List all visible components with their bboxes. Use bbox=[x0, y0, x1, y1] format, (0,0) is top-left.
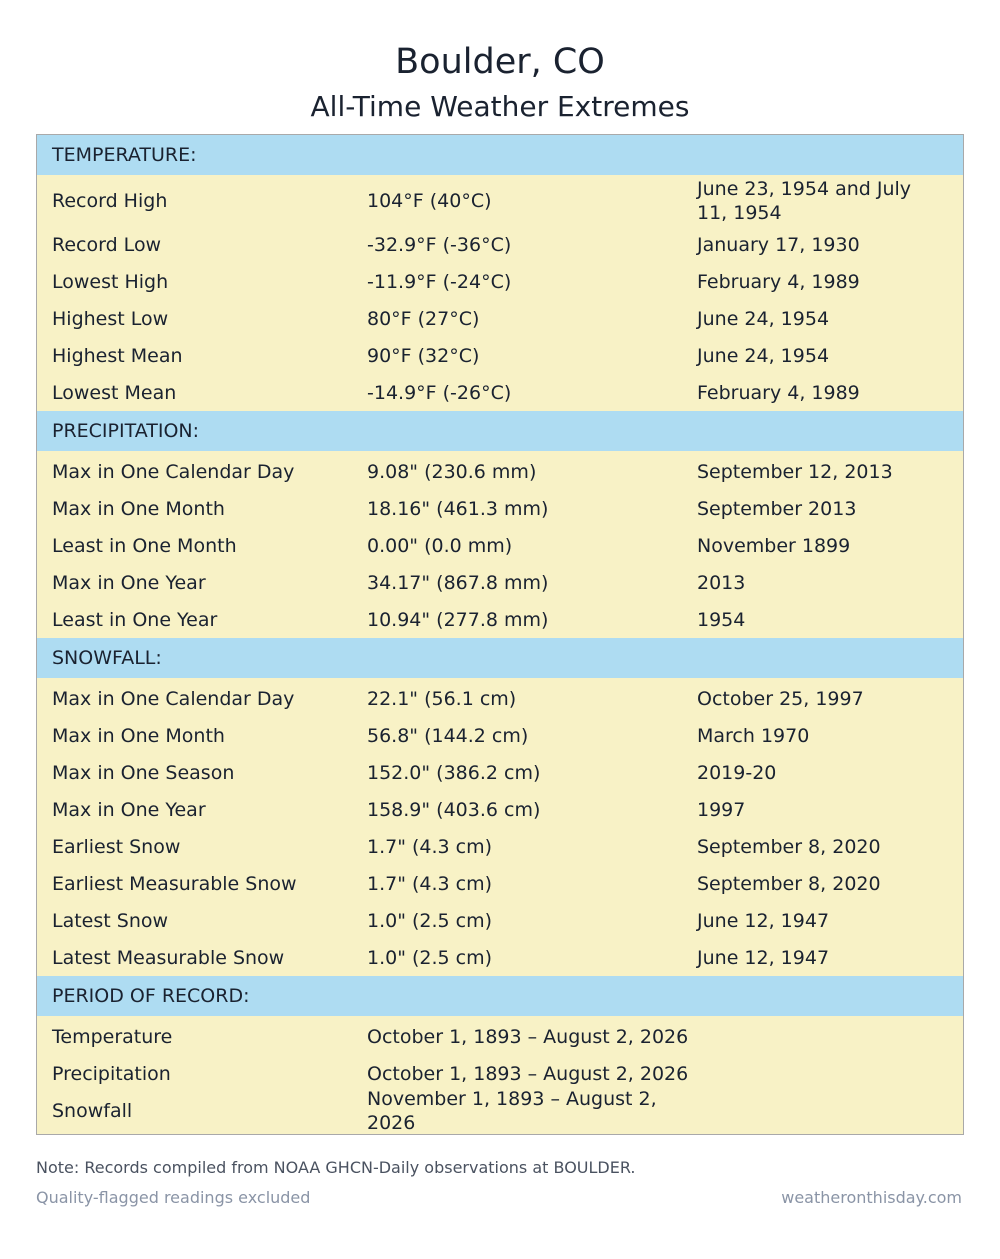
record-date: September 2013 bbox=[697, 497, 857, 520]
record-date: 1997 bbox=[697, 798, 746, 821]
record-value: -11.9°F (-24°C) bbox=[367, 270, 512, 293]
section-header-period-of-record: PERIOD OF RECORD: bbox=[37, 976, 963, 1016]
record-name: Highest Mean bbox=[52, 344, 183, 367]
table-row bbox=[37, 453, 963, 490]
record-value: -32.9°F (-36°C) bbox=[367, 233, 512, 256]
record-name: Least in One Year bbox=[52, 608, 218, 631]
table-row bbox=[37, 226, 963, 263]
table-row bbox=[37, 490, 963, 527]
table-row bbox=[37, 337, 963, 374]
table-row bbox=[37, 564, 963, 601]
record-name: Snowfall bbox=[52, 1099, 133, 1122]
quality-flag-note: Quality-flagged readings excluded bbox=[36, 1188, 311, 1207]
record-value: 18.16" (461.3 mm) bbox=[367, 497, 549, 520]
record-value: 80°F (27°C) bbox=[367, 307, 480, 330]
table-row bbox=[37, 939, 963, 976]
table-row bbox=[37, 374, 963, 411]
record-date: September 8, 2020 bbox=[697, 872, 881, 895]
record-date: 2019-20 bbox=[697, 761, 777, 784]
record-value: 104°F (40°C) bbox=[367, 189, 492, 212]
record-value: 158.9" (403.6 cm) bbox=[367, 798, 541, 821]
record-name: Record Low bbox=[52, 233, 162, 256]
record-value: 10.94" (277.8 mm) bbox=[367, 608, 549, 631]
record-name: Earliest Snow bbox=[52, 835, 181, 858]
record-name: Max in One Season bbox=[52, 761, 235, 784]
record-value: 1.0" (2.5 cm) bbox=[367, 946, 493, 969]
section-header-temperature: TEMPERATURE: bbox=[37, 135, 963, 175]
record-value: 0.00" (0.0 mm) bbox=[367, 534, 513, 557]
record-date: 1954 bbox=[697, 608, 746, 631]
record-value: 1.0" (2.5 cm) bbox=[367, 909, 493, 932]
section-temperature bbox=[37, 175, 963, 411]
record-date: June 24, 1954 bbox=[697, 307, 830, 330]
table-row bbox=[37, 680, 963, 717]
record-value: 56.8" (144.2 cm) bbox=[367, 724, 529, 747]
section-period-of-record bbox=[37, 1016, 963, 1134]
section-header-precipitation: PRECIPITATION: bbox=[37, 411, 963, 451]
record-name: Max in One Year bbox=[52, 798, 206, 821]
table-row bbox=[37, 527, 963, 564]
record-value: 22.1" (56.1 cm) bbox=[367, 687, 517, 710]
record-date: September 8, 2020 bbox=[697, 835, 881, 858]
record-date: June 12, 1947 bbox=[697, 909, 830, 932]
section-precipitation bbox=[37, 451, 963, 638]
table-row bbox=[37, 263, 963, 300]
table-row bbox=[37, 865, 963, 902]
record-date: March 1970 bbox=[697, 724, 810, 747]
record-date: October 25, 1997 bbox=[697, 687, 864, 710]
record-name: Highest Low bbox=[52, 307, 169, 330]
table-row bbox=[37, 791, 963, 828]
record-value: 34.17" (867.8 mm) bbox=[367, 571, 549, 594]
table-row bbox=[37, 902, 963, 939]
record-name: Latest Measurable Snow bbox=[52, 946, 285, 969]
record-name: Max in One Month bbox=[52, 497, 225, 520]
table-row bbox=[37, 828, 963, 865]
record-date: February 4, 1989 bbox=[697, 381, 860, 404]
record-name: Lowest Mean bbox=[52, 381, 177, 404]
page-subtitle: All-Time Weather Extremes bbox=[310, 90, 690, 123]
page-title: Boulder, CO bbox=[395, 42, 605, 82]
table-row bbox=[37, 175, 963, 226]
record-name: Max in One Calendar Day bbox=[52, 687, 295, 710]
table-row bbox=[37, 1018, 963, 1055]
table-row bbox=[37, 717, 963, 754]
record-date: June 12, 1947 bbox=[697, 946, 830, 969]
record-name: Latest Snow bbox=[52, 909, 169, 932]
record-value: 90°F (32°C) bbox=[367, 344, 480, 367]
record-name: Max in One Month bbox=[52, 724, 225, 747]
table-row bbox=[37, 300, 963, 337]
record-name: Max in One Year bbox=[52, 571, 206, 594]
record-name: Max in One Calendar Day bbox=[52, 460, 295, 483]
record-name: Lowest High bbox=[52, 270, 169, 293]
table-row bbox=[37, 601, 963, 638]
record-name: Earliest Measurable Snow bbox=[52, 872, 297, 895]
record-date: January 17, 1930 bbox=[697, 233, 860, 256]
section-snowfall bbox=[37, 678, 963, 976]
record-date: February 4, 1989 bbox=[697, 270, 860, 293]
record-period: November 1, 1893 – August 2, 2026 bbox=[367, 1087, 657, 1134]
record-name: Record High bbox=[52, 189, 168, 212]
record-name: Least in One Month bbox=[52, 534, 237, 557]
record-value: 152.0" (386.2 cm) bbox=[367, 761, 541, 784]
record-value: 1.7" (4.3 cm) bbox=[367, 835, 493, 858]
record-name: Temperature bbox=[52, 1025, 173, 1048]
table-row bbox=[37, 754, 963, 791]
footer-note: Note: Records compiled from NOAA GHCN-Daily observations at BOULDER. bbox=[36, 1158, 636, 1177]
site-credit: weatheronthisday.com bbox=[781, 1188, 962, 1207]
record-date: 2013 bbox=[697, 571, 746, 594]
record-date: November 1899 bbox=[697, 534, 851, 557]
record-period: October 1, 1893 – August 2, 2026 bbox=[367, 1025, 689, 1048]
section-header-snowfall: SNOWFALL: bbox=[37, 638, 963, 678]
record-date: June 23, 1954 and July 11, 1954 bbox=[697, 177, 912, 224]
record-value: 9.08" (230.6 mm) bbox=[367, 460, 537, 483]
record-date: June 24, 1954 bbox=[697, 344, 830, 367]
record-period: October 1, 1893 – August 2, 2026 bbox=[367, 1062, 689, 1085]
table-row bbox=[37, 1087, 963, 1134]
record-value: -14.9°F (-26°C) bbox=[367, 381, 512, 404]
record-value: 1.7" (4.3 cm) bbox=[367, 872, 493, 895]
record-date: September 12, 2013 bbox=[697, 460, 893, 483]
extremes-table bbox=[36, 134, 964, 1135]
record-name: Precipitation bbox=[52, 1062, 171, 1085]
